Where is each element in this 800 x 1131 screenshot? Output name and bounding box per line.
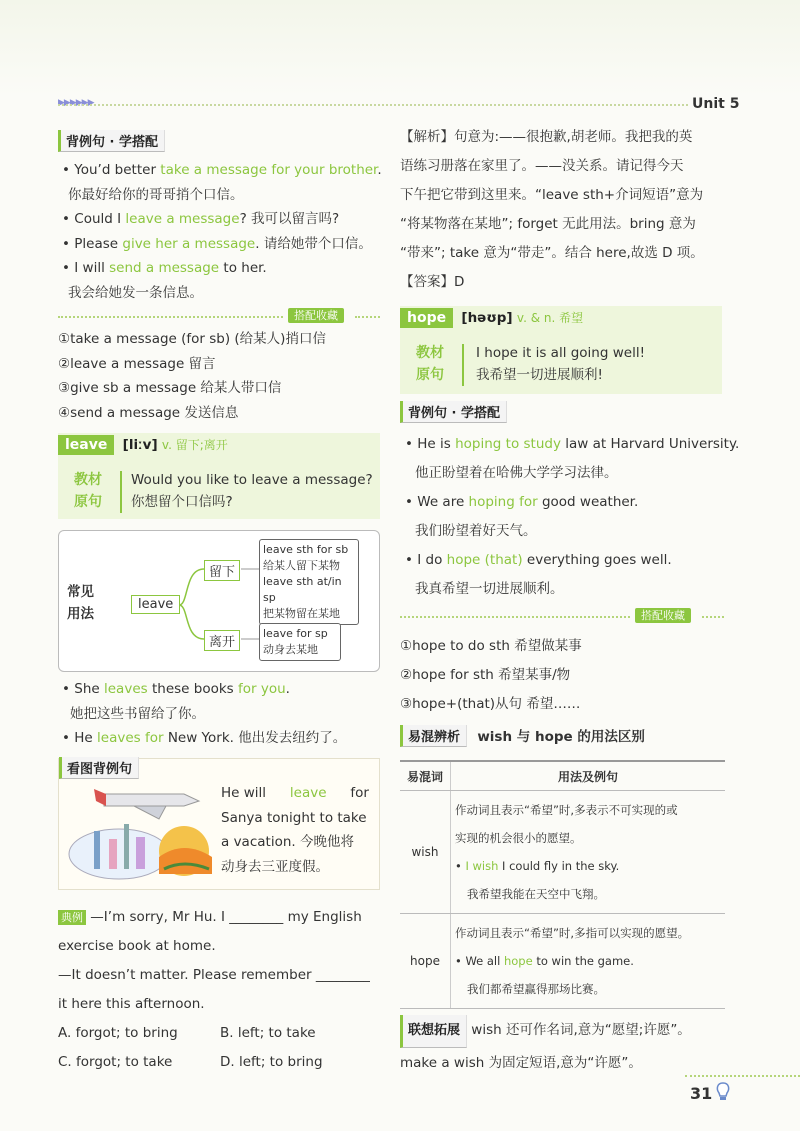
collocation-item: ③hope+(that)从句 希望……: [400, 696, 581, 712]
table-header: 用法及例句: [451, 761, 726, 791]
example-sentence: • We are hoping for good weather.: [405, 494, 639, 510]
source-label: 教材 原句: [74, 472, 102, 510]
table-row: wish 作动词且表示“希望”时,多表示不可实现的或 实现的机会很小的愿望。 • I wish I could fly in the sky. 我希望我能在天空中飞翔。: [400, 791, 725, 914]
part-of-speech: v. & n. 希望: [516, 311, 584, 325]
collocation-item: ③give sb a message 给某人带口信: [58, 380, 282, 396]
example-sentence: • I will send a message to her.: [62, 260, 267, 276]
section-label: 易混辨析: [400, 725, 467, 747]
example-sentence: • He leaves for New York. 他出发去纽约了。: [62, 730, 347, 746]
option: B. left; to take: [220, 1025, 316, 1041]
plane-city-illustration: [64, 779, 219, 884]
usage-diagram: [58, 530, 380, 672]
example-sentence: • I do hope (that) everything goes well.: [405, 552, 672, 568]
divider: [702, 616, 724, 618]
part-of-speech: v. 留下;离开: [161, 438, 228, 452]
collocation-item: ④send a message 发送信息: [58, 404, 239, 421]
collocation-list: [58, 327, 326, 425]
diagram-title: 常见 用法: [67, 584, 94, 622]
leave-word-card: [58, 433, 380, 519]
table-header: 易混词: [400, 761, 451, 791]
example-translation: 我真希望一切进展顺利。: [415, 581, 564, 597]
top-band: [0, 0, 800, 95]
example-list-2: [62, 677, 346, 751]
section-label: 背例句 · 学搭配: [58, 130, 165, 152]
branch-label: 离开: [204, 630, 240, 651]
lightbulb-icon: [714, 1082, 732, 1102]
collect-tag: 搭配收藏: [288, 307, 344, 323]
option: C. forgot; to take: [58, 1054, 173, 1070]
headword: leave: [58, 435, 114, 455]
analysis: 【解析】句意为:——很抱歉,胡老师。我把我的英 语练习册落在家里了。——没关系。请记得今天 下午把它带到这里来。“leave sth+介词短语”意为 “将某物落在某地”; forget 无此用法。bring 意为 “带来”; take 意为“带走”。结合 here,故选 D 项。 【答案】D: [400, 123, 730, 297]
divider: [400, 616, 630, 618]
headword: hope: [400, 308, 453, 328]
page-number: 31: [690, 1084, 713, 1103]
example-translation: 他正盼望着在哈佛大学学习法律。: [415, 465, 618, 481]
phonetic: [həʊp]: [461, 310, 513, 326]
divider: [58, 316, 283, 318]
source-sentence: Would you like to leave a message? 你想留个口信吗?: [131, 472, 373, 510]
unit-title: Unit 5: [692, 96, 740, 112]
left-section-label: [58, 130, 165, 152]
phonetic: [liːv]: [122, 437, 158, 453]
answer: 【答案】D: [400, 274, 465, 290]
source-label: 教材 原句: [416, 345, 444, 383]
picture-caption: He will leave for Sanya tonight to take a vacation. 今晚他将 动身去三亚度假。: [221, 785, 369, 875]
confuse-title: wish 与 hope 的用法区别: [477, 729, 645, 745]
example-sentence: • She leaves these books for you.: [62, 681, 290, 697]
header-rule: [58, 104, 688, 106]
example-translation: 我会给她发一条信息。: [68, 284, 203, 301]
section-label: 背例句 · 学搭配: [400, 401, 507, 423]
example-tag: 典例: [58, 910, 86, 925]
confuse-header: [400, 725, 645, 747]
diagram-root: leave: [131, 595, 180, 614]
example-sentence: • Please give her a message. 请给她带个口信。: [62, 235, 372, 252]
header-arrows: ▶▶▶▶▶▶: [58, 98, 94, 108]
example-translation: 你最好给你的哥哥捎个口信。: [68, 186, 244, 203]
table-row: hope 作动词且表示“希望”时,多指可以实现的愿望。 • We all hope to win the game. 我们都希望赢得那场比赛。: [400, 914, 725, 1009]
example-question: 典例 —I’m sorry, Mr Hu. I ________ my English exercise book at home. —It doesn’t matter. Please remember ________ it here this afternoon. A. forgot; to bring B. left; to take C. forgot; to take D. left; to bring: [58, 903, 383, 1077]
hope-word-card: [400, 306, 722, 394]
collocation-item: ②hope for sth 希望某事/物: [400, 667, 571, 683]
option: A. forgot; to bring: [58, 1025, 178, 1041]
collocation-list: [400, 632, 582, 719]
source-sentence: I hope it is all going well! 我希望一切进展顺利!: [476, 345, 645, 383]
branch-box: leave for sp 动身去某地: [259, 623, 341, 661]
branch-label: 留下: [204, 560, 240, 581]
collocation-item: ①take a message (for sb) (给某人)捎口信: [58, 331, 326, 347]
picture-box: [58, 758, 380, 890]
extension: 联想拓展 wish 还可作名词,意为“愿望;许愿”。 make a wish 为固定短语,意为“许愿”。: [400, 1015, 691, 1078]
example-list-1: [62, 158, 387, 305]
example-sentence: • He is hoping to study law at Harvard University.: [405, 436, 740, 452]
example-translation: 我们盼望着好天气。: [415, 523, 537, 539]
option: D. left; to bring: [220, 1054, 323, 1070]
collocation-item: ①hope to do sth 希望做某事: [400, 638, 582, 654]
collocation-item: ②leave a message 留言: [58, 355, 216, 372]
example-sentence: • You’d better take a message for your brother.: [62, 162, 382, 178]
example-list-3: [405, 430, 739, 604]
divider: [355, 316, 380, 318]
example-translation: 她把这些书留给了你。: [70, 705, 205, 722]
collect-tag: 搭配收藏: [635, 607, 691, 623]
section-label: 联想拓展: [400, 1015, 467, 1048]
section-label: 看图背例句: [59, 757, 139, 779]
example-sentence: • Could I leave a message? 我可以留言吗?: [62, 211, 340, 227]
branch-box: leave sth for sb 给某人留下某物 leave sth at/in sp 把某物留在某地: [259, 539, 359, 625]
comparison-table: [400, 760, 725, 1009]
